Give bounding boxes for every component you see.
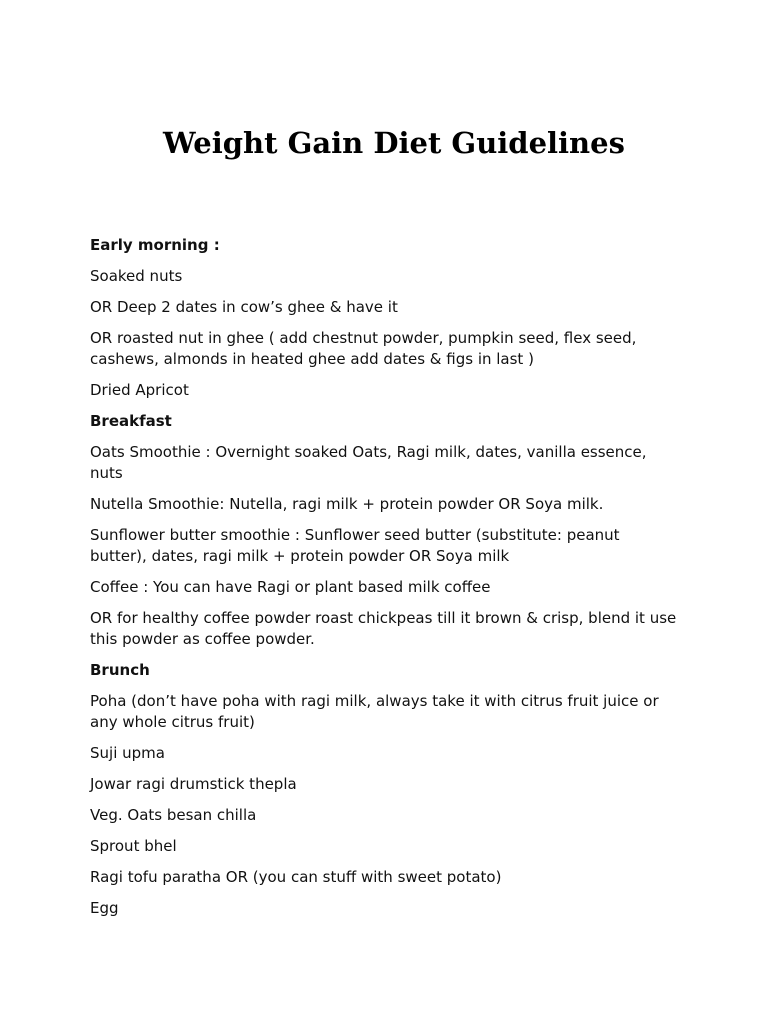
list-item: Oats Smoothie : Overnight soaked Oats, Ragi milk, dates, vanilla essence, nuts <box>90 443 647 482</box>
list-item: Egg <box>90 899 119 917</box>
list-item: Sprout bhel <box>90 837 177 855</box>
list-item: OR for healthy coffee powder roast chickpeas till it brown & crisp, blend it use this powder as coffee powder. <box>90 609 677 648</box>
section-heading-breakfast: Breakfast <box>90 412 172 430</box>
list-item: Jowar ragi drumstick thepla <box>90 775 297 793</box>
section-heading-early-morning: Early morning : <box>90 236 220 254</box>
list-item: Suji upma <box>90 744 165 762</box>
list-item: Coffee : You can have Ragi or plant based milk coffee <box>90 578 491 596</box>
list-item: Ragi tofu paratha OR (you can stuff with sweet potato) <box>90 868 502 886</box>
list-item: OR roasted nut in ghee ( add chestnut powder, pumpkin seed, flex seed, cashews, almonds in heated ghee add dates & figs in last ) <box>90 329 637 368</box>
section-heading-brunch: Brunch <box>90 661 150 679</box>
list-item: OR Deep 2 dates in cow’s ghee & have it <box>90 298 398 316</box>
list-item: Sunflower butter smoothie : Sunflower seed butter (substitute: peanut butter), dates, ragi milk + protein powder OR Soya milk <box>90 526 620 565</box>
list-item: Poha (don’t have poha with ragi milk, always take it with citrus fruit juice or any whole citrus fruit) <box>90 692 659 731</box>
list-item: Nutella Smoothie: Nutella, ragi milk + protein powder OR Soya milk. <box>90 495 604 513</box>
list-item: Soaked nuts <box>90 267 183 285</box>
document-title: Weight Gain Diet Guidelines <box>163 126 625 160</box>
list-item: Veg. Oats besan chilla <box>90 806 257 824</box>
document-body <box>90 235 680 929</box>
list-item: Dried Apricot <box>90 381 189 399</box>
